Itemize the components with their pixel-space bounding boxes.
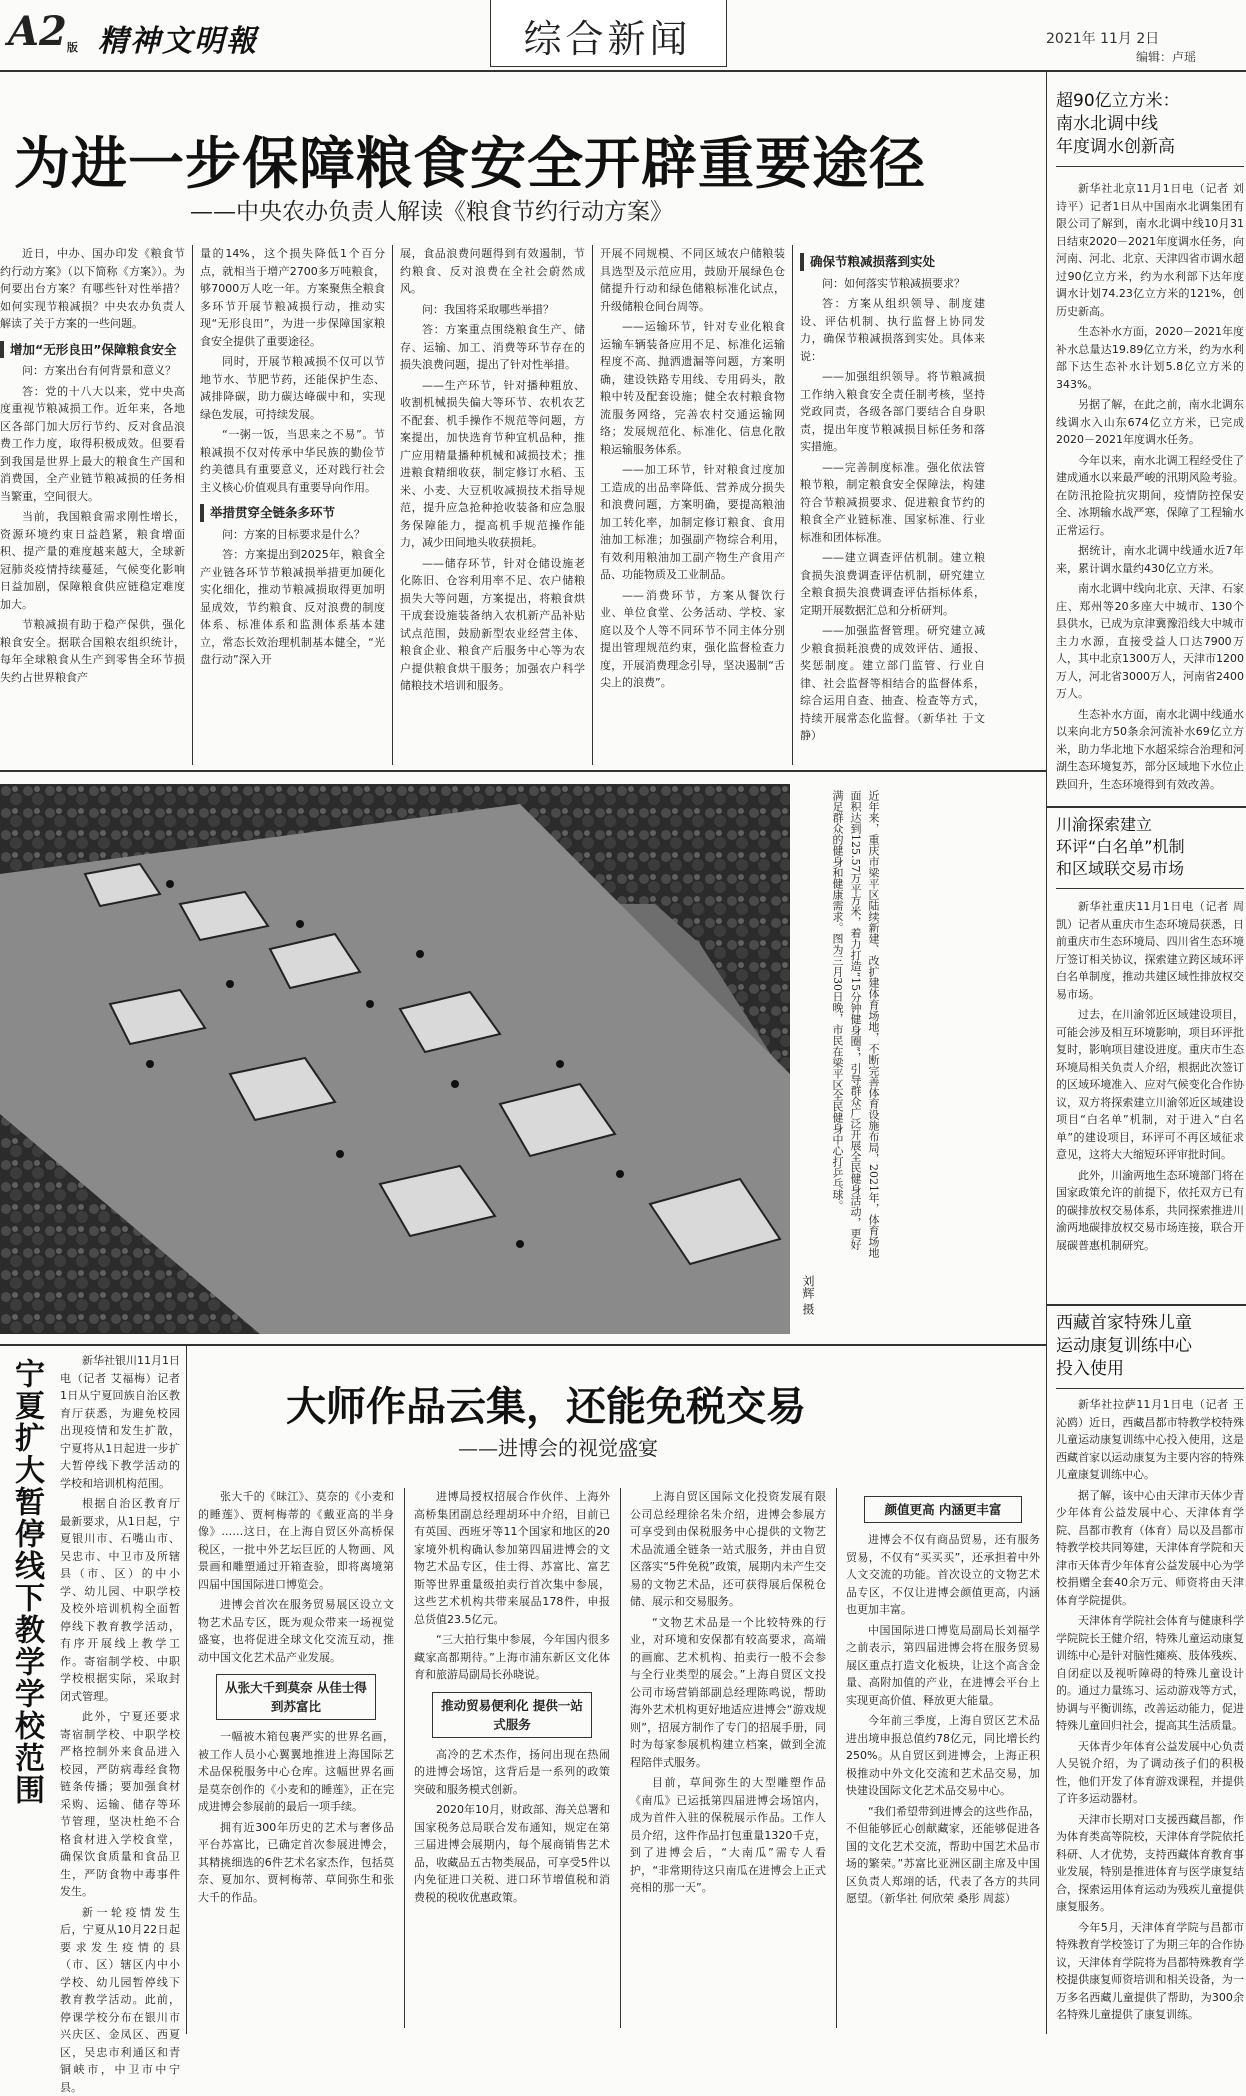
masthead-rule (0, 70, 1246, 72)
body-paragraph: 张大千的《昧江》、莫奈的《小麦和的睡莲》、贾柯梅蒂的《戴亚高的半身像》……这日，在上海自贸区外高桥保税区，一批中外艺坛巨匠的人物画、风景画和雕塑通过开箱查验，即将离境第四届中国国际进口博览会。 (198, 1488, 394, 1593)
lead-col-divider (592, 245, 593, 765)
body-paragraph: 进博会不仅有商品贸易，还有服务贸易，不仅有“买买买”，还承担着中外人文交流的功能。首次设立的文物艺术品专区，不仅让进博会颜值更高，内涵也更加丰富。 (846, 1531, 1040, 1619)
body-paragraph: 上海自贸区国际文化投资发展有限公司总经理徐名朱介绍，进博会参展方可享受到由保税服务中心提供的文物艺术品流通全链条一站式服务，并由自贸区落实“5件免税”政策，展期内未产生交易的文物艺术品，还可获得展后保税仓储、展示和交易服务。 (630, 1488, 826, 1611)
body-paragraph: ——加强监督管理。研究建立减少粮食损耗浪费的成效评估、通报、奖惩制度。建立部门监管、行业自律、社会监督等相结合的监督体系，综合运用自查、抽查、检查等方式，持续开展常态化监督。（新华社 于文静） (800, 622, 985, 745)
body-paragraph: 一幅被木箱包裹严实的世界名画，被工作人员小心翼翼地推进上海国际艺术品保税服务中心仓库。这幅世界名画是莫奈创作的《小麦和的睡莲》，正在完成进博会参展前的最后一项手续。 (198, 1728, 394, 1816)
body-paragraph: ——运输环节，针对专业化粮食运输车辆装备应用不足、标准化运输程度不高、抛洒遗漏等问题，方案明确，建设铁路专用线、专用码头，散粮中转及配套设施；健全农村粮食物流服务网络，完善农村交通运输网络；发展规范化、标准化、信息化散粮运输服务体系。 (600, 318, 785, 458)
section-rule (0, 770, 1046, 772)
body-paragraph: 此外，川渝两地生态环境部门将在国家政策允许的前提下，依托双方已有的碳排放权交易体系，共同探索推进川渝两地碳排放权交易市场连接，联合开展碳普惠机制研究。 (1056, 1167, 1244, 1255)
body-paragraph: 进博会首次在服务贸易展区设立文物艺术品专区，既为观众带来一场视觉盛宴，也将促进全球文化交流互动，推动中国文化艺术品产业发展。 (198, 1596, 394, 1666)
body-paragraph: “文物艺术品是一个比较特殊的行业，对环境和安保都有较高要求，高端的画廊、艺术机构、拍卖行一般不会参与全行业类型的展会。”上海自贸区文投公司市场营销部副总经理陈鸣说，帮助海外艺术机构更好地适应进博会“游戏规则”，招展方制作了专门的招展手册，同时为每家参展机构建立档案，做到全流程陪伴式服务。 (630, 1614, 826, 1772)
expo-col-divider (836, 1488, 837, 2028)
right-story-3-body (1056, 1396, 1244, 2030)
body-paragraph: 开展不同规模、不同区域农户储粮装具选型及示范应用，鼓励开展绿色仓储提升行动和绿色储粮标准化试点，升级储粮仓间台周等。 (600, 245, 785, 315)
right-story-2-body (1056, 898, 1244, 1298)
title-line: 环评“白名单”机制 (1056, 836, 1244, 858)
body-paragraph: 生态补水方面，2020－2021年度补水总量达19.89亿立方米，约为水利部下达生态补水计划5.8亿立方米的343%。 (1056, 323, 1244, 393)
body-paragraph: 此外，宁夏还要求寄宿制学校、中职学校严格控制外来食品进入校园，严防病毒经食物链条传播；要加强食材采购、运输、储存等环节管理，坚决杜绝不合格食材进入学校食堂，确保饮食质量和食品卫生，严防食物中毒事件发生。 (60, 1708, 180, 1901)
boxed-subheading: 推动贸易便利化 提供一站式服务 (432, 1692, 592, 1738)
body-paragraph: 进博局授权招展合作伙伴、上海外高桥集团副总经理胡环中介绍，目前已有英国、西班牙等11个国家和地区的20家境外机构确认参加第四届进博会的文物艺术品专区，佳士得、苏富比、富艺斯等世界重量级拍卖行首次集中参展，这些艺术机构共带来展品178件，申报总货值23.5亿元。 (414, 1488, 610, 1628)
section-rule (0, 1344, 1046, 1346)
body-paragraph: 另据了解，在此之前，南水北调东线调水入山东674亿立方米，已完成2020－2021年度调水任务。 (1056, 396, 1244, 449)
section-heading: 举措贯穿全链条多环节 (200, 504, 385, 522)
section-name: 综合新闻 (490, 8, 725, 63)
body-paragraph: ——完善制度标准。强化依法管粮节粮，制定粮食安全保障法，构建符合节粮减损要求、促进粮食节约的粮食全产业链标准、国家标准、行业标准和团体标准。 (800, 459, 985, 547)
title-line: 和区域联交易市场 (1056, 858, 1244, 880)
body-paragraph: “一粥一饭，当思来之不易”。节粮减损不仅对传承中华民族的勤俭节约美德具有重要意义，还对践行社会主义核心价值观具有重要导向作用。 (200, 426, 385, 496)
right-story-1-body (1056, 180, 1244, 800)
title-underline (1056, 1388, 1244, 1389)
lead-headline: 为进一步保障粮食安全开辟重要途径 (14, 120, 984, 200)
expo-col-divider (620, 1488, 621, 2028)
body-paragraph: 天津体育学院社会体育与健康科学学院院长王健介绍，特殊儿童运动康复训练中心是针对脑性瘫痪、肢体残疾、自闭症以及视听障碍的特殊儿童设计的。通过力量练习、运动游戏等方式，协调与平衡训练，改善运动能力，促进特殊儿童回归社会，提高其生活质量。 (1056, 1612, 1244, 1735)
body-paragraph: “我们希望带到进博会的这些作品，不但能够匠心创献藏家，还能够促进各国的文化艺术交流，帮助中国艺术品市场的繁荣。”苏富比亚洲区副主席及中国区负责人郑翊的话，代表了各方的共同愿望。（新华社 何欣荣 桑彤 周蕊） (846, 1803, 1040, 1908)
body-paragraph: 过去，在川渝邻近区域建设项目，可能会涉及相互环境影响，项目环评批复时，影响项目建设进度。重庆市生态环境局相关负责人介绍，根据此次签订的区域环境准入、应对气候变化合作协议，双方将探索建立川渝邻近区域建设项目“白名单”机制，对于进入“白名单”的建设项目，环评可不再区域征求意见，这将大大缩短环评审批时间。 (1056, 1006, 1244, 1164)
body-paragraph: 据了解，该中心由天津市天体少青少年体育公益发展中心、天津体育学院、昌都市教育（体育）局以及昌都市特教学校共同筹建，天津体育学院和天津市天体青少年体育公益发展中心为学校捐赠全套40余万元、师资将由天津体育学院提供。 (1056, 1487, 1244, 1610)
body-paragraph: 问：我国将采取哪些举措？ (400, 301, 585, 319)
body-paragraph: 新华社北京11月1日电（记者 刘诗平）记者1日从中国南水北调集团有限公司了解到，南水北调中线10月31日结束2020－2021年度调水任务，向河南、河北、北京、天津四省市调水超过90亿立方米，约为水利部下达年度调水计划74.23亿立方米的121%，创历史新高。 (1056, 180, 1244, 320)
left-brief-body (60, 1352, 180, 2030)
body-paragraph: 生态补水方面，南水北调中线通水以来向北方50条余河流补水69亿立方米，助力华北地下水超采综合治理和河湖生态环境复苏，部分区域地下水位止跌回升，生态环境得到有效改善。 (1056, 706, 1244, 794)
lead-col-divider (192, 245, 193, 765)
lead-column-3 (400, 245, 585, 765)
body-paragraph: 今年以来，南水北调工程经受住了建成通水以来最严峻的汛期风险考验。在防汛抢险抗灾期间，疫情防控保安全、冰期输水战严寒，保障了工程输水正常运行。 (1056, 452, 1244, 540)
body-paragraph: 量的14%，这个损失降低1个百分点，就相当于增产2700多万吨粮食，够7000万人吃一年。方案聚焦全粮食多环节开展节粮减损行动，推动实现“无形良田”，为进一步保障国家粮食安全提供了重要途径。 (200, 245, 385, 350)
body-paragraph: ——消费环节，方案从餐饮行业、单位食堂、公务活动、学校、家庭以及个人等不同环节不同主体分别提出管理规范约束，强化监督检查力度，开展消费理念引导，坚决遏制“舌尖上的浪费”。 (600, 587, 785, 692)
body-paragraph: 拥有近300年历史的艺术与奢侈品平台苏富比，已确定首次参展进博会，其精挑细选的6件艺术名家杰作，包括莫奈、夏加尔、贾柯梅蒂、草间弥生和张大千的作品。 (198, 1819, 394, 1907)
expo-subheadline: ——进博会的视觉盛宴 (458, 1432, 658, 1461)
body-paragraph: ——储存环节，针对仓储设施老化陈旧、仓容利用率不足、农户储粮损失大等问题，方案提出，将粮食烘干成套设施装备纳入农机新产品补贴试点范围，鼓励新型农业经营主体、粮食企业、粮食产后服务中心等为农户提供粮食烘干服务；加强农户科学储粮技术培训和服务。 (400, 555, 585, 695)
body-paragraph: 目前，草间弥生的大型雕塑作品《南瓜》已运抵第四届进博会场馆内，成为首件入驻的保税展示作品。工作人员介绍，这件作品打包重量1320千克，到了进博会后，“大南瓜”需专人看护，“非常期待这只南瓜在进博会上正式亮相的那一天”。 (630, 1774, 826, 1897)
right-story-3-title (1056, 1312, 1244, 1381)
right-story-2 (1056, 814, 1244, 880)
body-paragraph: 天津市长期对口支援西藏昌都，作为体育类高等院校，天津体育学院依托科研、人才优势，支持西藏体育教育事业发展，特别是推进体育与医学康复结合，探索运用体育运动为残疾儿童提供康复服务。 (1056, 1811, 1244, 1916)
body-paragraph: “三大拍行集中参展，今年国内很多藏家高都期待。”上海市浦东新区文化体育和旅游局副局长孙晓说。 (414, 1631, 610, 1684)
body-paragraph: 今年前三季度，上海自贸区艺术品进出境申报总值约78亿元，同比增长约250%。从自贸区到进博会，上海正积极推动中外文化交流和艺术品交易，加快建设国际文化艺术品交易中心。 (846, 1712, 1040, 1800)
body-paragraph: ——加强组织领导。将节粮减损工作纳入粮食安全责任制考核，坚持党政同责，各级各部门要结合自身职责，提出年度节粮减损目标任务和落实措施。 (800, 368, 985, 456)
title-underline (1056, 888, 1244, 889)
issue-date: 2021年 11月 2日 (1046, 28, 1159, 48)
section-heading: 确保节粮减损落到实处 (800, 253, 985, 271)
right-story-3 (1056, 1312, 1244, 1381)
expo-column-4 (846, 1488, 1040, 2028)
expo-headline: 大师作品云集，还能免税交易 (286, 1375, 806, 1432)
boxed-subheading: 颜值更高 内涵更丰富 (864, 1496, 1022, 1523)
right-story-2-title (1056, 814, 1244, 880)
body-paragraph: 新华社重庆11月1日电（记者 周凯）记者从重庆市生态环境局获悉，日前重庆市生态环境局、四川省生态环境厅签订相关协议，探索建立跨区域环评白名单制度，推动共建区域性排放权交易市场。 (1056, 898, 1244, 1003)
lead-column-1 (0, 245, 185, 765)
body-paragraph: ——生产环节，针对播种粗放、收割机械损失偏大等环节、农机农艺不配套、机手操作不规范等问题，方案提出，加快选育节种宜机品种，推广应用精量播种机械和减损技术；推进粮食精细收获，制定修订水稻、玉米、小麦、大豆机收减损技术指导规范，提升应急抢种抢收装备和应急服务保障能力，提高机手规范操作能力，减少田间地头收获损耗。 (400, 377, 585, 552)
right-story-1-title (1056, 90, 1244, 159)
section-heading: 增加“无形良田”保障粮食安全 (0, 341, 185, 359)
body-paragraph: 今年5月，天津体育学院与昌都市特殊教育学校签订了为期三年的合作协议，天津体育学院将为昌都特殊教育学校提供康复师资培训和相关设备，为一万多名西藏儿童提供了帮助，为300余名特殊儿童提供了康复训练。 (1056, 1919, 1244, 2024)
body-paragraph: 问：如何落实节粮减损要求？ (800, 275, 985, 293)
right-divider (1046, 806, 1246, 808)
body-paragraph: ——加工环节，针对粮食过度加工造成的出品率降低、营养成分损失和浪费问题，方案明确，要提高粮油加工转化率，加制定修订粮食、食用油加工标准；加强副产物综合利用，有效利用粮油加工副产物生产食用产品、功能物质及工业制品。 (600, 461, 785, 584)
body-paragraph: 2020年10月，财政部、海关总署和国家税务总局联合发布通知，规定在第三届进博会展期内，每个展商销售艺术品，收藏品五古物类展品，可享受5件以内免征进口关税、进口环节增值税和消费税的税收优惠政策。 (414, 1801, 610, 1906)
table-tennis-courts-image (0, 784, 790, 1334)
body-paragraph: 问：方案出台有何背景和意义？ (0, 362, 185, 380)
right-story-1 (1056, 90, 1244, 159)
body-paragraph: 当前，我国粮食需求刚性增长，资源环境约束日益趋紧，粮食增面积、提产量的难度越来越大，全球新冠肺炎疫情持续蔓延，气候变化影响日益加剧，保障粮食供应链稳定难度加大。 (0, 508, 185, 613)
news-photo (0, 784, 790, 1334)
right-column-divider (1046, 72, 1047, 2034)
body-paragraph: 据统计，南水北调中线通水近7年来，累计调水量约430亿立方米。 (1056, 542, 1244, 577)
title-underline (1056, 166, 1244, 167)
lead-column-2 (200, 245, 385, 765)
body-paragraph: 近日，中办、国办印发《粮食节约行动方案》（以下简称《方案》）。为何要出台方案？有哪些针对性举措？如何实现节粮减损？中央农办负责人解读了关于方案的一些问题。 (0, 245, 185, 333)
body-paragraph: ——建立调查评估机制。建立粮食损失浪费调查评估机制，研究建立全粮食损失浪费调查评估指标体系，定期开展数据汇总和分析研判。 (800, 549, 985, 619)
masthead (0, 0, 1246, 72)
body-paragraph: 节粮减损有助于稳产保供，强化粮食安全。据联合国粮农组织统计，每年全球粮食从生产到零售全环节损失约占世界粮食产 (0, 616, 185, 686)
page-number (8, 8, 78, 55)
expo-column-2 (414, 1488, 610, 2028)
lead-col-divider (392, 245, 393, 765)
page-number-suffix: 版 (67, 41, 78, 54)
page-number-value: A2 (8, 8, 67, 55)
body-paragraph: 答：党的十八大以来，党中央高度重视节粮减损工作。近年来，各地区各部门加大厉行节约、反对食品浪费工作力度，取得积极成效。但要看到我国是世界上最大的粮食生产国和消费国，全产业链节粮减损的任务相当繁重，空间很大。 (0, 383, 185, 506)
photo-caption: 近年来，重庆市梁平区陆续新建、改扩建体育场地，不断完善体育设施布局，2021年，体育场地面积达到125.57万平方米，着力打造“15分钟健身圈”，引导群众广泛开展全民健身活动，更好满足群众的健身和健康需求。图为三月30日晚，市民在梁平区全民健身中心打乒乓球。 (828, 790, 882, 1260)
expo-column-1 (198, 1488, 394, 2028)
lead-column-5 (800, 245, 985, 765)
body-paragraph: 同时，开展节粮减损不仅可以节地节水、节肥节药，还能保护生态、减排降碳，助力碳达峰碳中和，实现绿色发展，可持续发展。 (200, 353, 385, 423)
body-paragraph: 展，食品浪费问题得到有效遏制，节约粮食、反对浪费在全社会蔚然成风。 (400, 245, 585, 298)
title-line: 南水北调中线 (1056, 113, 1244, 136)
body-paragraph: 新华社银川11月1日电（记者 艾福梅）记者1日从宁夏回族自治区教育厅获悉，为避免校园出现疫情和发生扩散，宁夏将从1日起进一步扩大暂停线下教学活动的学校和培训机构范围。 (60, 1352, 180, 1492)
title-line: 西藏首家特殊儿童 (1056, 1312, 1244, 1335)
title-line: 运动康复训练中心 (1056, 1335, 1244, 1358)
body-paragraph: 答：方案提出到2025年，粮食全产业链各环节节粮减损举措更加硬化实化细化，推动节粮减损取得更加明显成效，节约粮食、反对浪费的制度体系、标准体系和监测体系基本建立，常态长效治理机制基本健全，“光盘行动”深入开 (200, 546, 385, 669)
title-line: 投入使用 (1056, 1358, 1244, 1381)
body-paragraph: 新一轮疫情发生后，宁夏从10月22日起要求发生疫情的县（市、区）辖区内中小学校、幼儿园暂停线下教育教学活动。此前，停课学校分布在银川市兴庆区、金凤区、西夏区，吴忠市利通区和青铜峡市，中卫市中宁县。 (60, 1904, 180, 2096)
lead-col-divider (792, 245, 793, 765)
title-line: 川渝探索建立 (1056, 814, 1244, 836)
body-paragraph: 根据自治区教育厅最新要求，从1日起，宁夏银川市、石嘴山市、吴忠市、中卫市及所辖县（市、区）的中小学、幼儿园、中职学校及校外培训机构全面暂停线下教育教学活动，有序开展线上教学工作。寄宿制学校、中职学校根据实际，采取封闭式管理。 (60, 1495, 180, 1705)
expo-column-3 (630, 1488, 826, 2028)
body-paragraph: 中国国际进口博览局副局长刘福学之前表示，第四届进博会将在服务贸易展区重点打造文化板块，让这个高含金量、高附加值的产业，在进博会平台上实现更高价值、释放更大能量。 (846, 1622, 1040, 1710)
left-brief-divider (186, 1346, 187, 2034)
title-line: 年度调水创新高 (1056, 136, 1244, 159)
right-divider (1046, 1304, 1246, 1306)
body-paragraph: 南水北调中线向北京、天津、石家庄、郑州等20多座大中城市、130个县供水，已成为京津冀豫沿线大中城市主力水源，直接受益人口达7900万人，其中北京1300万人，天津市1200万人，河北省3000万人，河南省2400万人。 (1056, 580, 1244, 703)
body-paragraph: 问：方案的目标要求是什么？ (200, 526, 385, 544)
paper-name: 精神文明報 (98, 16, 258, 60)
body-paragraph: 答：方案从组织领导、制度建设、评估机制、执行监督上协同发力，确保节粮减损落到实处。具体来说： (800, 295, 985, 365)
expo-col-divider (404, 1488, 405, 2028)
left-brief-title: 宁夏扩大暂停线下教学学校范围 (4, 1358, 48, 2028)
body-paragraph: 答：方案重点围绕粮食生产、储存、运输、加工、消费等环节存在的损失浪费问题，提出了针对性举措。 (400, 321, 585, 374)
lead-column-4 (600, 245, 785, 765)
body-paragraph: 天体青少年体育公益发展中心负责人吴锐介绍，为了调动孩子们的积极性，他们开发了体育游戏课程，并提供了许多运动器材。 (1056, 1738, 1244, 1808)
photo-credit: 刘辉 摄 (800, 1275, 817, 1325)
title-line: 超90亿立方米： (1056, 90, 1244, 113)
lead-subheadline: ——中央农办负责人解读《粮食节约行动方案》 (190, 193, 673, 226)
body-paragraph: 新华社拉萨11月1日电（记者 王沁鸥）近日，西藏昌都市特教学校特殊儿童运动康复训练中心投入使用，这是西藏首家以运动康复为主要内容的特殊儿童康复训练中心。 (1056, 1396, 1244, 1484)
editor-credit: 编辑：卢瑶 (1136, 48, 1196, 65)
boxed-subheading: 从张大千到莫奈 从佳士得到苏富比 (216, 1674, 376, 1720)
body-paragraph: 高冷的艺术杰作，扬问出现在热闹的进博会场馆，这背后是一系列的政策突破和服务模式创新。 (414, 1746, 610, 1799)
